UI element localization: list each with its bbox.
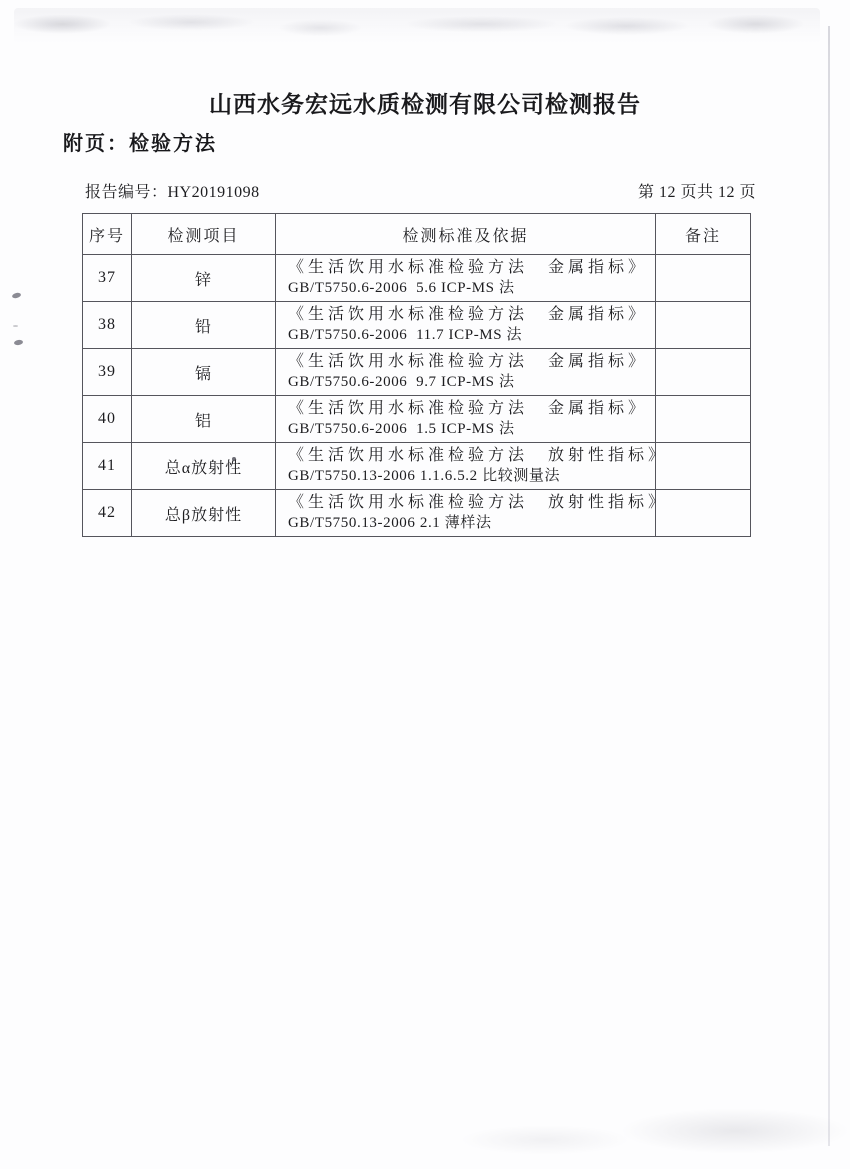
row-remark: [656, 490, 751, 537]
standard-code: GB/T5750.6-2006 11.7 ICP-MS 法: [288, 327, 523, 343]
row-remark: [656, 349, 751, 396]
scan-smudge: [620, 1108, 850, 1154]
row-item: 铅: [132, 302, 276, 349]
scan-speck: [12, 292, 22, 299]
row-item: 总β放射性: [132, 490, 276, 537]
row-item: 总α放射性: [132, 443, 276, 490]
scan-speck: [13, 325, 18, 327]
column-header-no: 序号: [83, 214, 132, 255]
row-standard: [276, 443, 669, 490]
row-item: 铝: [132, 396, 276, 443]
standard-name: 《生活饮用水标准检验方法 金属指标》: [288, 353, 649, 370]
table-row: [83, 349, 751, 396]
column-header-remark: 备注: [656, 214, 751, 255]
row-no: 41: [83, 443, 132, 490]
page-indicator: 第 12 页共 12 页: [637, 184, 756, 201]
table-row: [83, 396, 751, 443]
row-item: 镉: [132, 349, 276, 396]
row-no: 42: [83, 490, 132, 537]
row-standard: [276, 255, 656, 302]
row-remark: [656, 396, 751, 443]
scan-noise-band: [14, 8, 820, 44]
standard-code: GB/T5750.13-2006 2.1 薄样法: [288, 515, 492, 531]
report-number: 报告编号：HY20191098: [85, 184, 260, 201]
row-standard: [276, 349, 656, 396]
appendix-heading: 附页：检验方法: [63, 133, 217, 155]
report-meta-row: [85, 179, 756, 202]
scan-speck: [14, 339, 24, 345]
table-row: [83, 490, 751, 537]
standard-code: GB/T5750.6-2006 1.5 ICP-MS 法: [288, 421, 515, 437]
table-header-row: [83, 214, 751, 255]
row-remark: [656, 302, 751, 349]
standard-code: GB/T5750.6-2006 5.6 ICP-MS 法: [288, 280, 515, 296]
table-row: [83, 255, 751, 302]
column-header-standard: 检测标准及依据: [276, 214, 656, 255]
standard-name: 《生活饮用水标准检验方法 放射性指标》: [288, 447, 669, 464]
row-remark: [656, 255, 751, 302]
row-standard: [276, 396, 656, 443]
scan-smudge: [460, 1125, 630, 1155]
row-no: 38: [83, 302, 132, 349]
standard-code: GB/T5750.6-2006 9.7 ICP-MS 法: [288, 374, 515, 390]
column-header-item: 检测项目: [132, 214, 276, 255]
table-row: [83, 443, 751, 490]
row-standard: [276, 490, 669, 537]
row-no: 40: [83, 396, 132, 443]
page-edge-shadow: [828, 26, 830, 1146]
standard-name: 《生活饮用水标准检验方法 金属指标》: [288, 400, 649, 417]
row-standard: [276, 302, 656, 349]
standard-name: 《生活饮用水标准检验方法 金属指标》: [288, 306, 649, 323]
row-no: 39: [83, 349, 132, 396]
table-row: [83, 302, 751, 349]
standard-name: 《生活饮用水标准检验方法 放射性指标》: [288, 494, 669, 511]
standard-code: GB/T5750.13-2006 1.1.6.5.2 比较测量法: [288, 468, 561, 484]
methods-table: [82, 213, 751, 537]
report-title: 山西水务宏远水质检测有限公司检测报告: [209, 92, 641, 117]
row-no: 37: [83, 255, 132, 302]
standard-name: 《生活饮用水标准检验方法 金属指标》: [288, 259, 649, 276]
row-item: 锌: [132, 255, 276, 302]
row-remark: [656, 443, 751, 490]
